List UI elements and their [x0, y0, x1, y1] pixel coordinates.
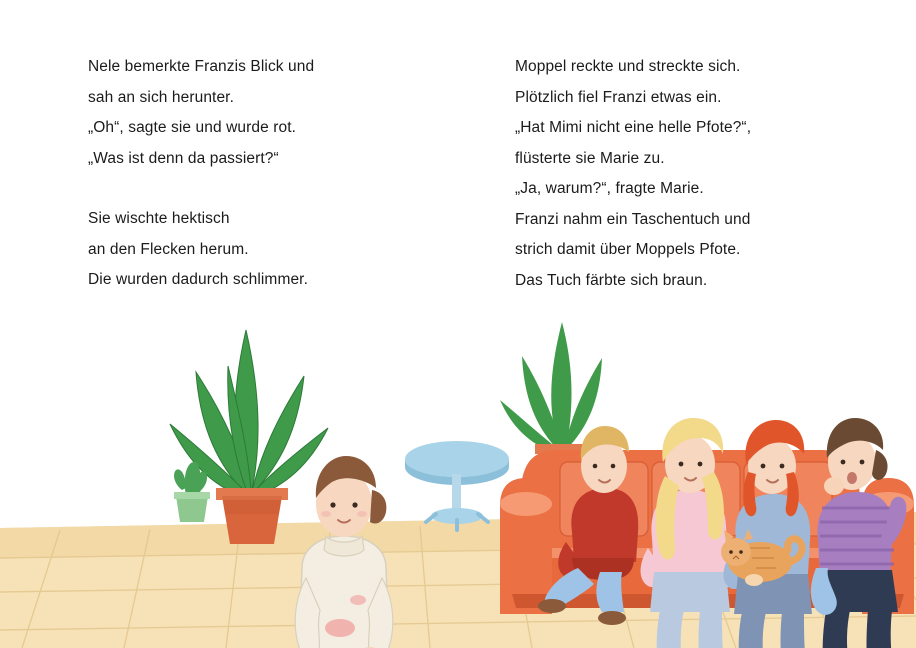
text-line: an den Flecken herum. [88, 240, 249, 258]
text-line: Die wurden dadurch schlimmer. [88, 271, 308, 288]
text-line: Das Tuch färbte sich braun. [515, 271, 708, 289]
text-line: „Oh“, sagte sie und wurde rot. [88, 119, 297, 136]
paragraph [515, 52, 905, 296]
standing-girl [295, 456, 393, 648]
text-line: strich damit über Moppels Pfote. [515, 241, 741, 258]
page-text [0, 52, 916, 302]
text-line: „Hat Mimi nicht eine helle Pfote?“, [515, 119, 752, 136]
text-line: „Was ist denn da passiert?“ [88, 149, 279, 167]
text-line: sah an sich herunter. [88, 88, 234, 106]
text-column-right [515, 52, 905, 296]
illustration [0, 300, 916, 648]
paragraph [88, 204, 468, 296]
text-line: Moppel reckte und streckte sich. [515, 58, 741, 75]
text-column-left [88, 52, 468, 296]
text-line: Franzi nahm ein Taschentuch und [515, 210, 751, 228]
coffee-table [405, 441, 509, 530]
text-line: flüsterte sie Marie zu. [515, 149, 665, 167]
paragraph [88, 52, 468, 174]
text-line: Plötzlich fiel Franzi etwas ein. [515, 88, 722, 106]
text-line: „Ja, warum?“, fragte Marie. [515, 180, 704, 197]
text-line: Nele bemerkte Franzis Blick und [88, 58, 315, 75]
text-line: Sie wischte hektisch [88, 210, 230, 227]
